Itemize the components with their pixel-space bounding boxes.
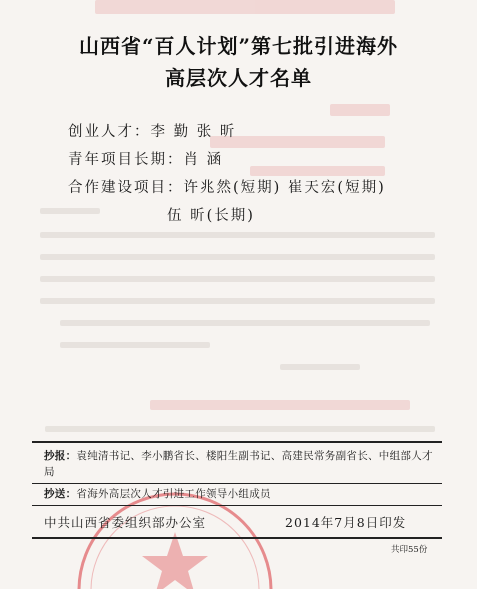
document-title-line1: 山西省“百人计划”第七批引进海外 (78, 34, 398, 58)
cc-report (44, 448, 434, 480)
entry-value: 肖 涵 (183, 152, 224, 168)
entry-label: 创业人才： (68, 124, 151, 140)
entry-value: 许兆然(短期) 崔天宏(短期) (183, 180, 386, 196)
copies-count: 共印55份 (391, 545, 428, 555)
entry-entrepreneur (68, 120, 236, 141)
divider-lower (32, 505, 442, 506)
cc-report-label: 抄报： (44, 450, 77, 462)
issue-date: 2014年7月8日印发 (285, 515, 407, 530)
divider-top (32, 441, 442, 443)
cc-send-text: 省海外高层次人才引进工作领导小组成员 (76, 488, 271, 500)
divider-bottom (32, 537, 442, 539)
entry-label: 合作建设项目： (68, 180, 184, 196)
entry-label: 青年项目长期： (68, 152, 184, 168)
document-title-line2: 高层次人才名单 (165, 66, 312, 90)
cc-send (44, 486, 434, 502)
entry-value: 李 勤 张 昕 (150, 124, 237, 140)
entry-cooperation-project (68, 176, 386, 197)
entry-youth-long-term (68, 148, 223, 169)
issuing-office: 中共山西省委组织部办公室 (44, 515, 207, 530)
divider-middle (32, 483, 442, 484)
entry-value: 伍 昕(长期) (167, 208, 255, 224)
cc-send-label: 抄送： (44, 488, 77, 500)
cc-report-text: 袁纯清书记、李小鹏省长、楼阳生副书记、高建民常务副省长、中组部人才局 (44, 450, 433, 478)
entry-cooperation-project-2 (167, 204, 255, 225)
